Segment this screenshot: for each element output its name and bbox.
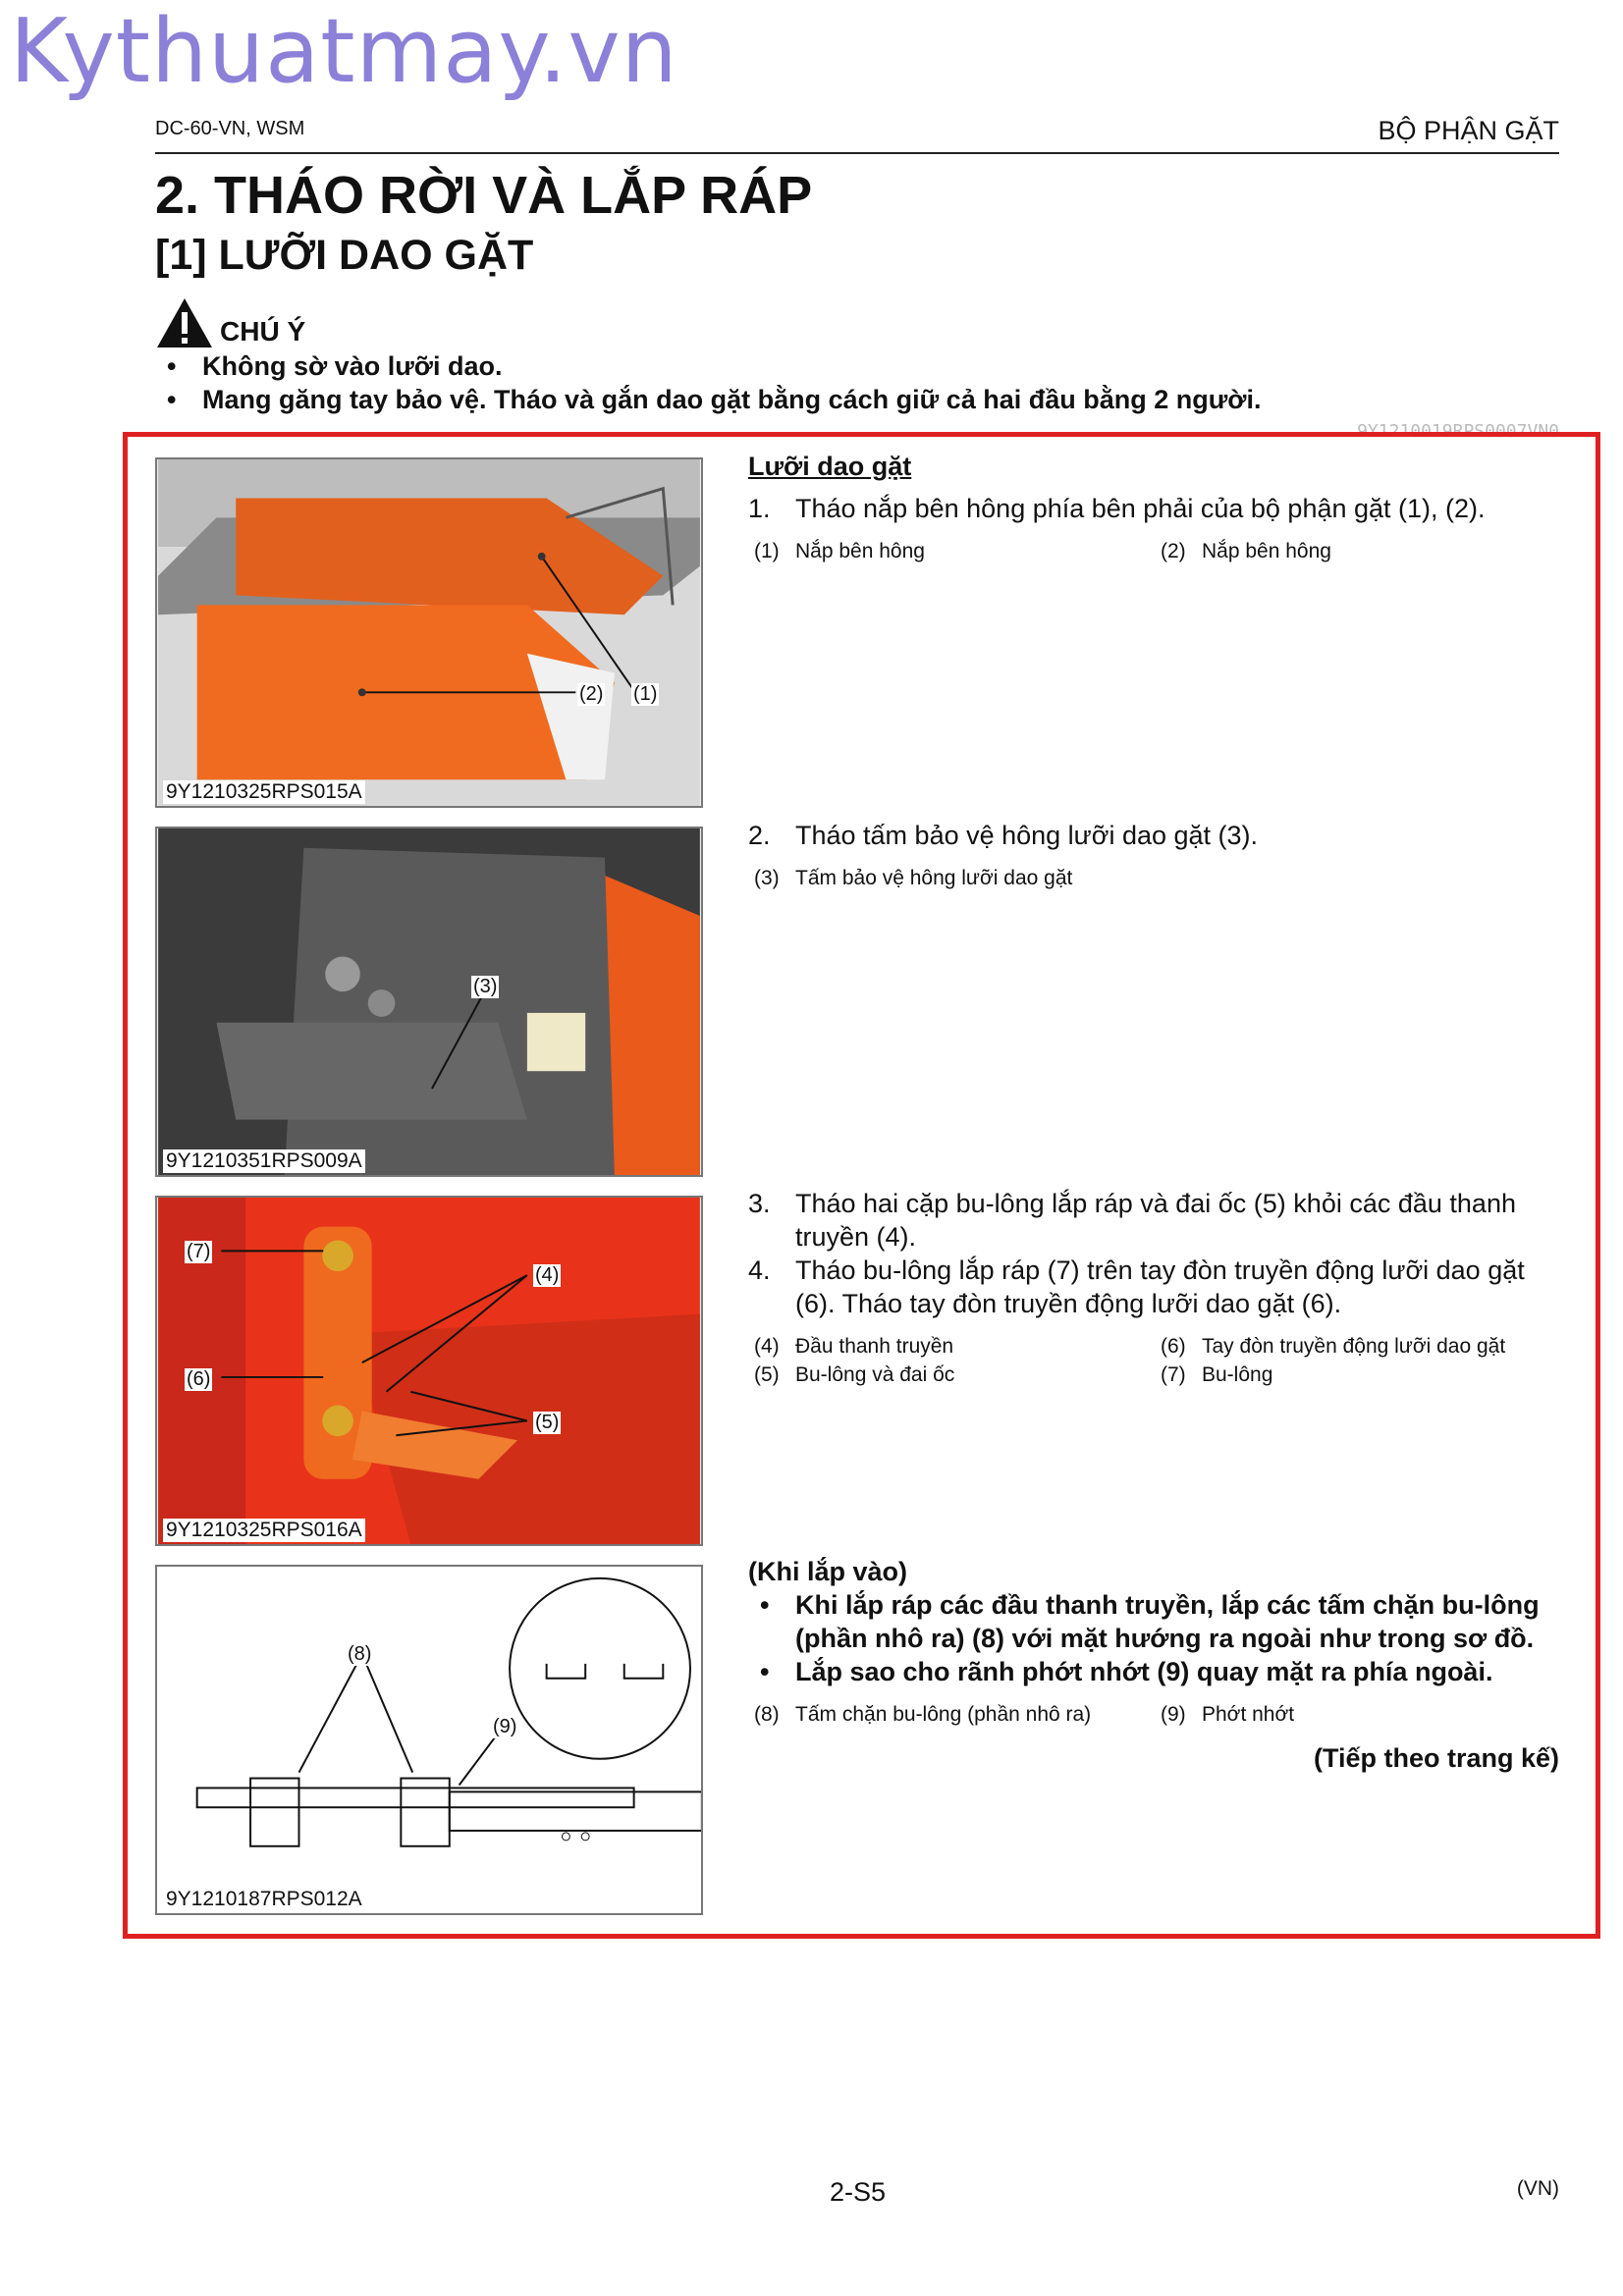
page-number: 2-S5: [830, 2177, 887, 2207]
step-item: [748, 1254, 1563, 1320]
callout-5: (5): [535, 1412, 560, 1433]
block-3: [748, 1187, 1563, 1389]
caution-item: • Mang găng tay bảo vệ. Tháo và gắn dao gặt bằng cách giữ cả hai đầu bằng 2 người.: [165, 383, 1261, 416]
step-number: 2.: [748, 821, 771, 850]
callout-1: (1): [633, 683, 658, 705]
continued-note: (Tiếp theo trang kế): [1313, 1743, 1559, 1773]
install-bullets: [748, 1588, 1563, 1688]
legend-item: (7) Bu-lông: [1161, 1363, 1273, 1386]
header-model: DC-60-VN, WSM: [155, 118, 305, 139]
legend-item: (5) Bu-lông và đai ốc: [754, 1363, 955, 1386]
legend-item: (9) Phớt nhớt: [1161, 1703, 1295, 1726]
figure-diagram: [155, 1565, 703, 1915]
legend: [748, 537, 1563, 565]
caution-item: • Không sờ vào lưỡi dao.: [165, 349, 1261, 383]
warning-icon: [155, 296, 214, 349]
figure-drive-arm: [155, 1196, 703, 1546]
callout-9: (9): [493, 1716, 517, 1737]
install-bullet: • Khi lắp ráp các đầu thanh truyền, lắp các tấm chặn bu-lông (phần nhô ra) (8) với mặt hướng ra ngoài như trong sơ đồ.: [758, 1588, 1563, 1655]
legend-item: (2) Nắp bên hông: [1161, 540, 1331, 562]
callout-6: (6): [187, 1368, 211, 1390]
assembly-diagram: [157, 1567, 701, 1913]
legend-item: (1) Nắp bên hông: [754, 540, 925, 562]
caution-list: [165, 349, 1261, 416]
legend: [748, 1332, 1563, 1389]
legend-item: (8) Tấm chặn bu-lông (phần nhô ra): [754, 1703, 1092, 1726]
step-text: Tháo bu-lông lắp ráp (7) trên tay đòn truyền động lưỡi dao gặt (6). Tháo tay đòn truyền động lưỡi dao gặt (6).: [795, 1255, 1525, 1318]
figure-caption: 9Y1210187RPS012A: [163, 1888, 365, 1911]
legend-item: (4) Đầu thanh truyền: [754, 1335, 954, 1358]
figure-caption: 9Y1210351RPS009A: [163, 1149, 365, 1173]
figure-guard-plate: [155, 827, 703, 1177]
header-rule: [155, 152, 1559, 154]
step-item: [748, 819, 1563, 852]
figure-caption: 9Y1210325RPS015A: [163, 780, 365, 804]
caution-label: CHÚ Ý: [220, 316, 306, 347]
block-title: Lưỡi dao gặt: [748, 452, 912, 481]
install-note-title: (Khi lắp vào): [748, 1557, 908, 1586]
legend-item: (6) Tay đòn truyền động lưỡi dao gặt: [1161, 1335, 1506, 1358]
language-code: (VN): [1516, 2177, 1559, 2200]
callout-3: (3): [473, 976, 498, 997]
callout-8: (8): [348, 1643, 372, 1665]
block-1: [748, 452, 1563, 565]
step-text: Tháo hai cặp bu-lông lắp ráp và đai ốc (5) khỏi các đầu thanh truyền (4).: [795, 1189, 1516, 1252]
figure-side-cover: [155, 457, 703, 808]
step-number: 4.: [748, 1255, 771, 1285]
header-section: BỘ PHẬN GẶT: [1378, 116, 1559, 145]
drive-arm-photo: [157, 1198, 701, 1544]
block-4: [748, 1555, 1563, 1729]
block-2: [748, 819, 1563, 892]
step-item: [748, 1187, 1563, 1254]
side-cover-photo: [157, 459, 701, 806]
reference-code: 9Y1210019RPS0007VN0: [1357, 421, 1559, 442]
legend: [748, 1700, 1563, 1729]
legend-item: (3) Tấm bảo vệ hông lưỡi dao gặt: [754, 867, 1073, 889]
step-number: 3.: [748, 1189, 771, 1218]
callout-7: (7): [187, 1241, 211, 1262]
legend: [748, 864, 1563, 892]
caution-heading: [155, 296, 305, 349]
watermark: Kythuatmay.vn: [10, 0, 678, 103]
step-item: [748, 492, 1563, 525]
step-text: Tháo tấm bảo vệ hông lưỡi dao gặt (3).: [795, 821, 1259, 850]
section-title: 2. THÁO RỜI VÀ LẮP RÁP: [155, 166, 813, 225]
step-text: Tháo nắp bên hông phía bên phải của bộ phận gặt (1), (2).: [795, 494, 1486, 523]
figure-caption: 9Y1210325RPS016A: [163, 1519, 365, 1542]
callout-4: (4): [535, 1264, 560, 1286]
install-bullet: • Lắp sao cho rãnh phớt nhớt (9) quay mặt ra phía ngoài.: [758, 1655, 1563, 1688]
step-number: 1.: [748, 494, 771, 523]
subsection-title: [1] LƯỠI DAO GẶT: [155, 232, 534, 279]
guard-plate-photo: [157, 828, 701, 1175]
callout-2: (2): [579, 683, 604, 705]
